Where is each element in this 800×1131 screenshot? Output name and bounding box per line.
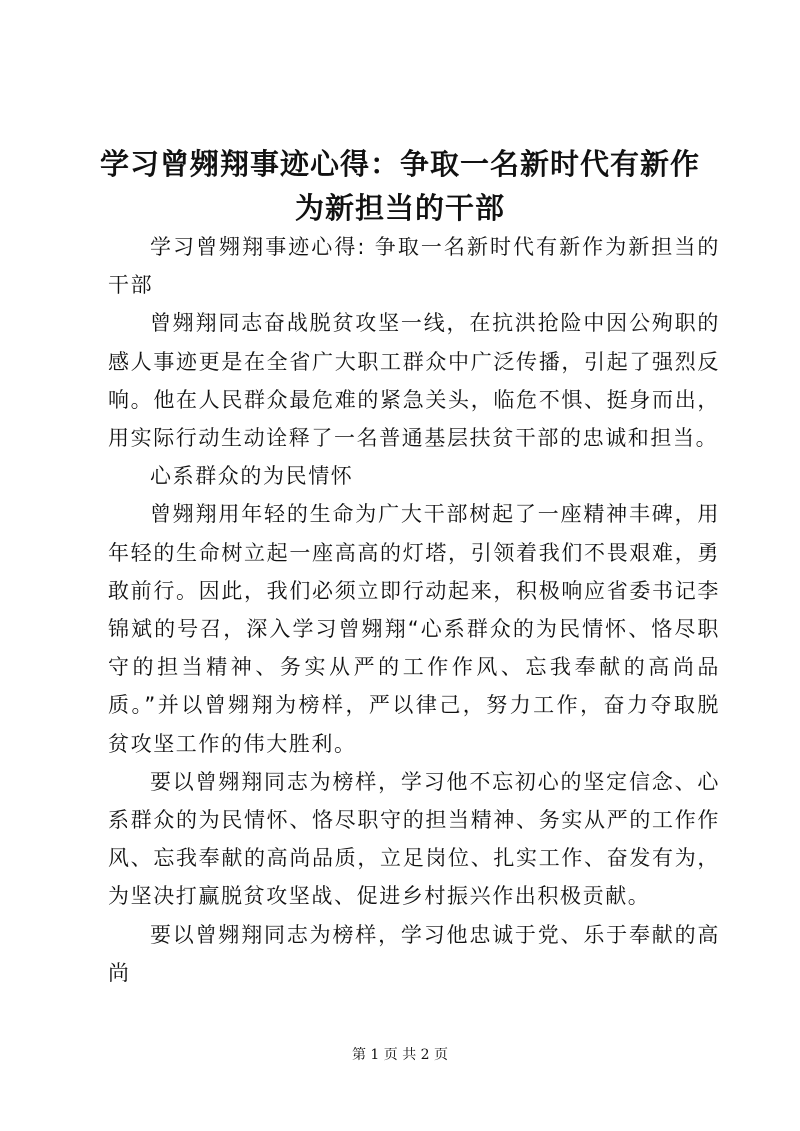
paragraph-body-2: 要以曾翙翔同志为榜样，学习他不忘初心的坚定信念、心系群众的为民情怀、恪尽职守的担当精神、务实从严的工作作风、忘我奉献的高尚品质，立足岗位、扎实工作、奋发有为，为坚决打赢脱贫攻坚战、促进乡村振兴作出积极贡献。 (108, 769, 720, 909)
paragraph-subtitle: 学习曾翙翔事迹心得: 争取一名新时代有新作为新担当的干部 (108, 235, 720, 298)
title-line-2: 为新担当的干部 (294, 191, 505, 225)
page-number-footer: 第 1 页 共 2 页 (351, 1047, 449, 1063)
paragraph-body-1: 曾翙翔用年轻的生命为广大干部树起了一座精神丰碑，用年轻的生命树立起一座高高的灯塔，引领着我们不畏艰难，勇敢前行。因此，我们必须立即行动起来，积极响应省委书记李锦斌的号召，深入学习曾翙翔“心系群众的为民情怀、恪尽职守的担当精神、务实从严的工作作风、忘我奉献的高尚品质。”并以曾翙翔为榜样，严以律己，努力工作，奋力夺取脱贫攻坚工作的伟大胜利。 (108, 502, 720, 756)
section-heading: 心系群众的为民情怀 (150, 464, 354, 489)
document-title (90, 142, 710, 230)
paragraph-body-3: 要以曾翙翔同志为榜样，学习他忠诚于党、乐于奉献的高尚 (108, 922, 720, 985)
paragraph-intro: 曾翙翔同志奋战脱贫攻坚一线，在抗洪抢险中因公殉职的感人事迹更是在全省广大职工群众中广泛传播，引起了强烈反响。他在人民群众最危难的紧急关头，临危不惧、挺身而出，用实际行动生动诠释了一名普通基层扶贫干部的忠诚和担当。 (108, 311, 720, 451)
title-line-1: 学习曾翙翔事迹心得：争取一名新时代有新作 (99, 147, 700, 181)
document-body (108, 228, 720, 992)
